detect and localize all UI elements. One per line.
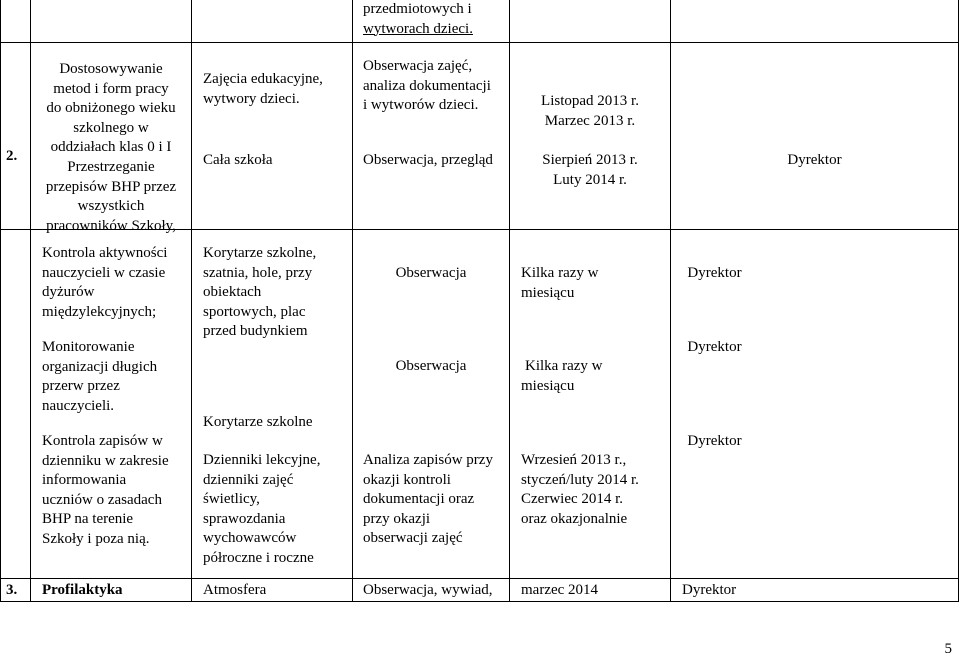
method-cell: Obserwacja, wywiad, [363,582,493,598]
column-divider [30,0,31,602]
row-divider [0,42,959,43]
date-cell: marzec 2014 [521,582,599,598]
method-cell: Analiza zapisów przy okazji kontroli dokumentacji oraz przy okazji obserwacji zajęć [363,452,493,547]
method-cell: Obserwacja, przegląd [363,152,493,168]
page-number: 5 [944,641,952,657]
area-cell: Korytarze szkolne [203,414,313,430]
responsible-cell: Dyrektor [687,265,742,281]
date-cell: Wrzesień 2013 r., styczeń/luty 2014 r. Czerwiec 2014 r. oraz okazjonalnie [521,452,639,527]
area-cell: Cała szkoła [203,152,273,168]
row-number: 3. [6,582,18,598]
task-cell: Dostosowywanie metod i form pracy do obniżonego wieku szkolnego w oddziałach klas 0 i I Przestrzeganie przepisów BHP przez wszystkich pracowników Szkoły, [45,61,177,234]
table-border-right [958,0,959,602]
column-divider [509,0,510,602]
responsible-cell: Dyrektor [687,433,742,449]
area-cell: Zajęcia edukacyjne, wytwory dzieci. [203,71,323,107]
date-cell: Listopad 2013 r. Marzec 2013 r. [541,93,639,129]
column-divider [191,0,192,602]
method-cell: Obserwacja [395,265,467,281]
column-divider [670,0,671,602]
responsible-cell: Dyrektor [787,152,842,168]
area-cell: Korytarze szkolne, szatnia, hole, przy obiektach sportowych, plac przed budynkiem [203,245,317,340]
responsible-cell: Dyrektor [682,582,737,598]
responsible-cell: Dyrektor [687,339,742,355]
task-cell: Profilaktyka [42,582,123,598]
row-divider [0,578,959,579]
method-cell: Obserwacja [395,358,467,374]
method-cell: Obserwacja zajęć, analiza dokumentacji i wytworów dzieci. [363,58,491,114]
date-cell: Kilka razy w miesiącu [521,358,603,394]
table-border-left [0,0,1,602]
area-cell: Dzienniki lekcyjne, dzienniki zajęć świetlicy, sprawozdania wychowawców półroczne i roczne [203,452,321,566]
column-divider [352,0,353,602]
task-cell: Kontrola zapisów w dzienniku w zakresie informowania uczniów o zasadach BHP na terenie Szkoły i poza nią. [42,433,169,547]
table-border-bottom [0,601,959,602]
date-cell: Sierpień 2013 r. Luty 2014 r. [542,152,638,188]
row-number: 2. [6,148,18,164]
task-cell: Kontrola aktywności nauczycieli w czasie dyżurów międzylekcyjnych; [42,245,168,320]
carryover-text: przedmiotowych i wytworach dzieci. [363,1,473,37]
area-cell: Atmosfera [203,582,267,598]
task-cell: Monitorowanie organizacji długich przerw przez nauczycieli. [42,339,158,414]
date-cell: Kilka razy w miesiącu [521,265,599,301]
